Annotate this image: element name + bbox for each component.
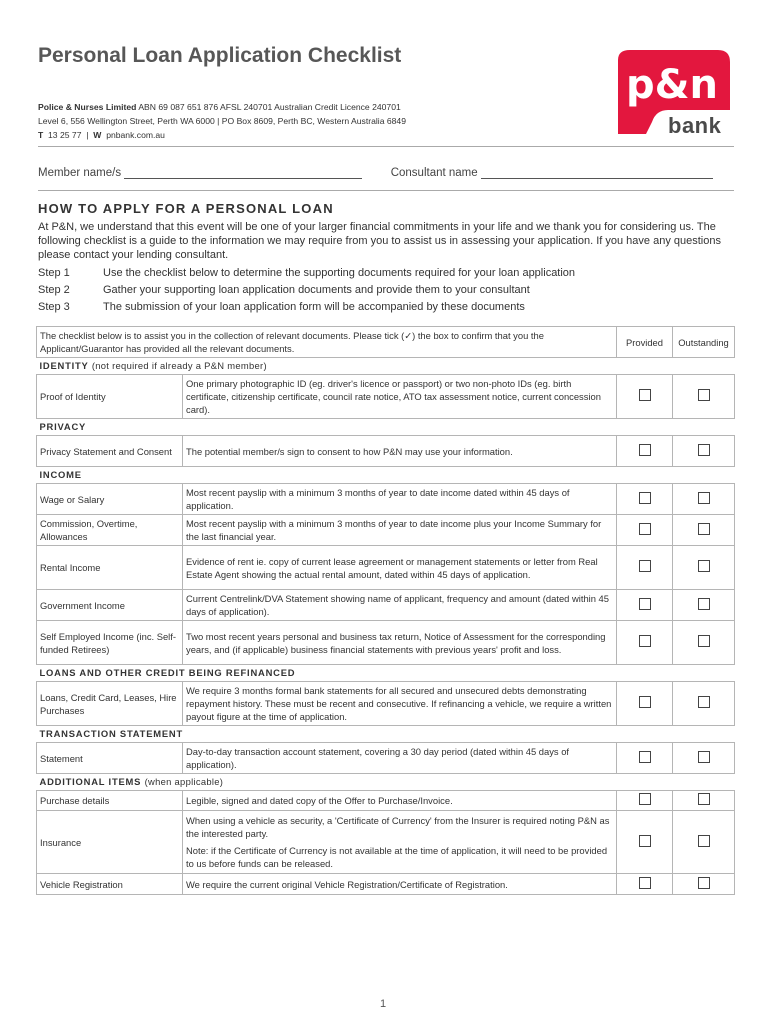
page-number: 1 [380, 998, 387, 1010]
outstanding-checkbox[interactable] [698, 696, 710, 708]
table-row [37, 546, 735, 590]
company-address: Level 6, 556 Wellington Street, Perth WA 6000 | PO Box 8609, Perth BC, Western Australia 6849 [38, 116, 406, 126]
table-row [37, 682, 735, 726]
outstanding-checkbox[interactable] [698, 560, 710, 572]
company-name: Police & Nurses Limited [38, 102, 137, 112]
steps-list [38, 265, 575, 316]
row-description: One primary photographic ID (eg. driver's licence or passport) or two non-photo IDs (eg. birth certificate, citizenship certificate, council rate notice, ATO tax assessment notice, current concession card). [183, 375, 617, 419]
logo-bank-word: bank [668, 113, 722, 138]
page-title: Personal Loan Application Checklist [38, 44, 402, 67]
row-label: Commission, Overtime, Allowances [37, 515, 183, 546]
row-label: Vehicle Registration [37, 874, 183, 895]
phone-label: T [38, 130, 44, 140]
provided-checkbox[interactable] [639, 560, 651, 572]
website[interactable]: pnbank.com.au [106, 130, 165, 140]
member-consultant-row [38, 166, 734, 179]
section-title: ADDITIONAL ITEMS [39, 776, 142, 787]
step-number: Step 1 [38, 267, 70, 279]
row-label: Privacy Statement and Consent [37, 436, 183, 467]
document-checklist-table [36, 326, 735, 895]
insurance-note: Note: if the Certificate of Currency is not available at the time of application, it will need to be provided to us before funds can be released. [186, 845, 608, 869]
outstanding-checkbox[interactable] [698, 598, 710, 610]
row-description: Legible, signed and dated copy of the Offer to Purchase/Invoice. [183, 791, 617, 811]
col-provided: Provided [617, 327, 673, 358]
row-description: Most recent payslip with a minimum 3 months of year to date income dated within 45 days of application. [183, 484, 617, 515]
row-label: Government Income [37, 590, 183, 621]
row-description: We require 3 months formal bank statements for all secured and unsecured debts demonstrating repayment history. These must be recent and consecutive. If refinancing a vehicle, we require a written payout figure at the time of application. [183, 682, 617, 726]
step-text: Gather your supporting loan application documents and provide them to your consultant [103, 284, 530, 296]
outstanding-checkbox[interactable] [698, 877, 710, 889]
step-text: The submission of your loan application form will be accompanied by these documents [103, 301, 525, 313]
table-row [37, 515, 735, 546]
checklist-header-row [37, 327, 735, 358]
company-details: Police & Nurses Limited ABN 69 087 651 876 AFSL 240701 Australian Credit Licence 240701 Level 6, 556 Wellington Street, Perth WA 6000 | PO Box 8609, Perth BC, Western Australia 6849 T 13 25 77 | W pnbank.com.au [38, 102, 406, 140]
row-description: The potential member/s sign to consent to how P&N may use your information. [183, 436, 617, 467]
table-row [37, 874, 735, 895]
section-title: TRANSACTION STATEMENT [39, 728, 184, 739]
step-number: Step 3 [38, 301, 70, 313]
row-label: Purchase details [37, 791, 183, 811]
section-income [37, 467, 735, 484]
row-description: Day-to-day transaction account statement, covering a 30 day period (dated within 45 days of application). [183, 743, 617, 774]
step-text: Use the checklist below to determine the supporting documents required for your loan application [103, 267, 576, 279]
table-row [37, 743, 735, 774]
table-row [37, 375, 735, 419]
consultant-name-field[interactable] [481, 166, 713, 179]
outstanding-checkbox[interactable] [698, 835, 710, 847]
provided-checkbox[interactable] [639, 598, 651, 610]
outstanding-checkbox[interactable] [698, 389, 710, 401]
row-description: Evidence of rent ie. copy of current lease agreement or management statements or letter from Real Estate Agent showing the actual rental amount, dated within 45 days of application. [183, 546, 617, 590]
provided-checkbox[interactable] [639, 793, 651, 805]
outstanding-checkbox[interactable] [698, 523, 710, 535]
row-label: Insurance [37, 811, 183, 874]
company-registration: ABN 69 087 651 876 AFSL 240701 Australian Credit Licence 240701 [138, 102, 401, 112]
table-row [37, 791, 735, 811]
row-label: Self Employed Income (inc. Self-funded Retirees) [37, 621, 183, 665]
row-label: Proof of Identity [37, 375, 183, 419]
outstanding-checkbox[interactable] [698, 635, 710, 647]
row-description: Most recent payslip with a minimum 3 months of year to date income plus your Income Summary for the last financial year. [183, 515, 617, 546]
provided-checkbox[interactable] [639, 751, 651, 763]
table-row [37, 436, 735, 467]
row-description: We require the current original Vehicle Registration/Certificate of Registration. [183, 874, 617, 895]
provided-checkbox[interactable] [639, 696, 651, 708]
outstanding-checkbox[interactable] [698, 751, 710, 763]
howto-intro: At P&N, we understand that this event will be one of your larger financial commitments in your life and we thank you for considering us. The following checklist is a guide to the information we may require from you to assist us in assessing your application. If you have any questions please contact your lending consultant. [38, 221, 721, 261]
provided-checkbox[interactable] [639, 635, 651, 647]
row-description [183, 811, 617, 874]
logo-text: p&n [626, 62, 718, 108]
section-identity [37, 358, 735, 375]
outstanding-checkbox[interactable] [698, 444, 710, 456]
section-title: IDENTITY [39, 360, 89, 371]
section-transaction [37, 726, 735, 743]
web-label: W [93, 130, 102, 140]
provided-checkbox[interactable] [639, 492, 651, 504]
provided-checkbox[interactable] [639, 389, 651, 401]
outstanding-checkbox[interactable] [698, 492, 710, 504]
outstanding-checkbox[interactable] [698, 793, 710, 805]
checklist-intro: The checklist below is to assist you in the collection of relevant documents. Please tick (✓) the box to confirm that you the Applicant/Guarantor has provided all the relevant documents. [37, 327, 617, 358]
member-name-field[interactable] [124, 166, 362, 179]
table-row [37, 484, 735, 515]
row-label: Rental Income [37, 546, 183, 590]
section-title: INCOME [39, 469, 82, 480]
insurance-requirement: When using a vehicle as security, a 'Certificate of Currency' from the Insurer is required noting P&N as the interested party. [186, 815, 610, 839]
step-1 [38, 265, 575, 282]
howto-heading: HOW TO APPLY FOR A PERSONAL LOAN [38, 201, 334, 216]
provided-checkbox[interactable] [639, 444, 651, 456]
step-2 [38, 282, 575, 299]
section-note: (not required if already a P&N member) [91, 360, 267, 371]
row-description: Current Centrelink/DVA Statement showing name of applicant, frequency and amount (dated within 45 days of application). [183, 590, 617, 621]
row-label: Statement [37, 743, 183, 774]
header-divider [38, 146, 734, 147]
section-title: PRIVACY [39, 421, 87, 432]
step-3 [38, 299, 575, 316]
section-additional [37, 774, 735, 791]
phone-number: 13 25 77 [48, 130, 82, 140]
table-row [37, 590, 735, 621]
section-loans [37, 665, 735, 682]
table-row [37, 811, 735, 874]
section-title: LOANS AND OTHER CREDIT BEING REFINANCED [39, 667, 296, 678]
member-name-label: Member name/s [38, 167, 122, 179]
section-privacy [37, 419, 735, 436]
provided-checkbox[interactable] [639, 835, 651, 847]
row-label: Wage or Salary [37, 484, 183, 515]
col-outstanding: Outstanding [673, 327, 735, 358]
table-row [37, 621, 735, 665]
section-note: (when applicable) [144, 776, 224, 787]
provided-checkbox[interactable] [639, 877, 651, 889]
provided-checkbox[interactable] [639, 523, 651, 535]
row-label: Loans, Credit Card, Leases, Hire Purchases [37, 682, 183, 726]
step-number: Step 2 [38, 284, 70, 296]
row-description: Two most recent years personal and business tax return, Notice of Assessment for the corresponding years, and (if applicable) business financial statements with previous years' profit and loss. [183, 621, 617, 665]
consultant-name-label: Consultant name [390, 167, 478, 179]
form-divider [38, 190, 734, 191]
